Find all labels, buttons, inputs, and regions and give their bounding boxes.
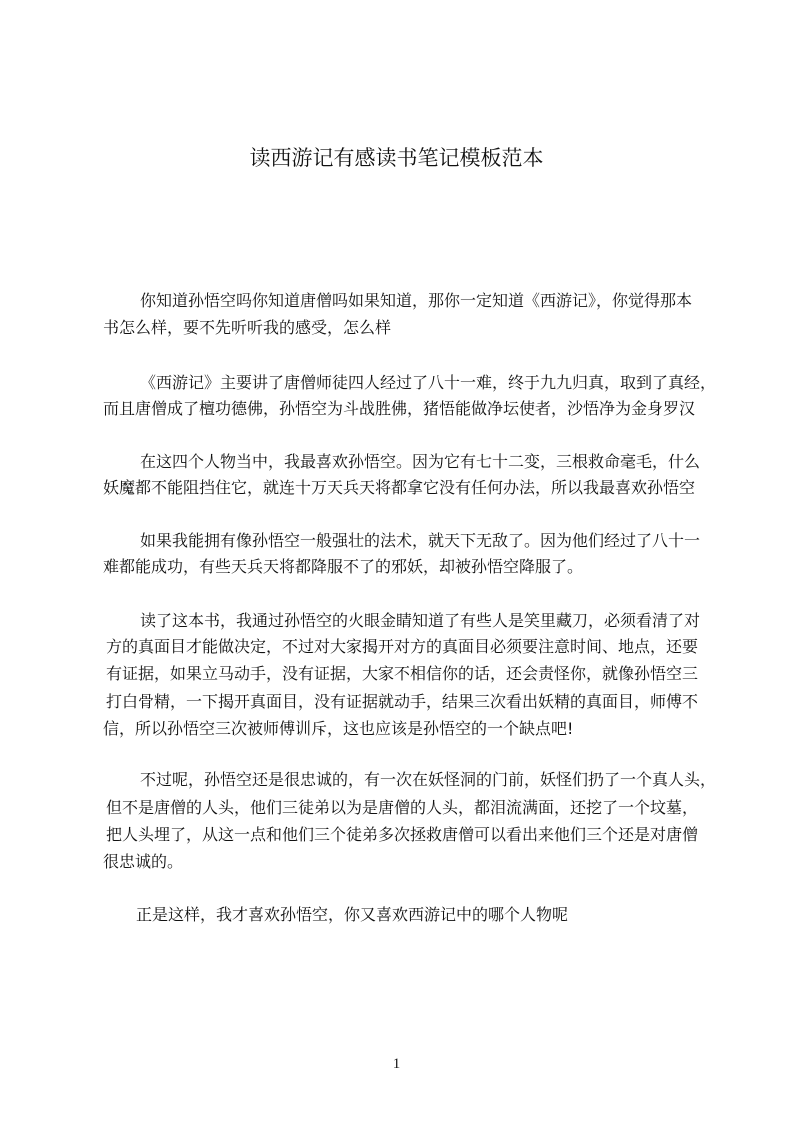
paragraph-6-line: 但不是唐僧的人头，他们三徒弟以为是唐僧的人头，都泪流满面，还挖了一个坟墓， [106, 798, 699, 817]
paragraph-3-line: 在这四个人物当中，我最喜欢孙悟空。因为它有七十二变，三根救命毫毛，什么 [140, 452, 701, 471]
paragraph-4-line: 难都能成功，有些天兵天将都降服不了的邪妖，却被孙悟空降服了。 [103, 557, 584, 576]
paragraph-1-line: 你知道孙悟空吗你知道唐僧吗如果知道，那你一定知道《西游记》，你觉得那本 [140, 291, 693, 310]
paragraph-5-line: 读了这本书，我通过孙悟空的火眼金睛知道了有些人是笑里藏刀，必须看清了对 [140, 611, 701, 630]
paragraph-3-line: 妖魔都不能阻挡住它，就连十万天兵天将都拿它没有任何办法，所以我最喜欢孙悟空 [103, 478, 696, 497]
paragraph-5-line: 有证据，如果立马动手，没有证据，大家不相信你的话，还会责怪你，就像孙悟空三 [106, 664, 699, 683]
paragraph-4-line: 如果我能拥有像孙悟空一般强壮的法术，就天下无敌了。因为他们经过了八十一 [140, 531, 701, 550]
paragraph-7-line: 正是这样，我才喜欢孙悟空，你又喜欢西游记中的哪个人物呢 [136, 905, 569, 924]
page-number: 1 [392, 1056, 401, 1072]
paragraph-2-line: 而且唐僧成了檀功德佛，孙悟空为斗战胜佛，猪悟能做净坛使者，沙悟净为金身罗汉 [103, 399, 696, 418]
paragraph-5-line: 打白骨精，一下揭开真面目，没有证据就动手，结果三次看出妖精的真面目，师傅不 [106, 692, 699, 711]
paragraph-6-line: 很忠诚的。 [103, 852, 184, 871]
paragraph-6-line: 把人头埋了，从这一点和他们三个徒弟多次拯救唐僧可以看出来他们三个还是对唐僧 [106, 825, 699, 844]
paragraph-5-line: 方的真面目才能做决定，不过对大家揭开对方的真面目必须要注意时间、地点，还要 [106, 637, 699, 656]
document-title: 读西游记有感读书笔记模板范本 [249, 146, 544, 170]
paragraph-1-line: 书怎么样，要不先听听我的感受，怎么样 [103, 318, 392, 337]
paragraph-2-line: 《西游记》主要讲了唐僧师徒四人经过了八十一难，终于九九归真，取到了真经， [140, 373, 717, 392]
paragraph-5-line: 信，所以孙悟空三次被师傅训斥，这也应该是孙悟空的一个缺点吧! [103, 719, 574, 738]
paragraph-6-line: 不过呢，孙悟空还是很忠诚的，有一次在妖怪洞的门前，妖怪们扔了一个真人头， [140, 770, 717, 789]
